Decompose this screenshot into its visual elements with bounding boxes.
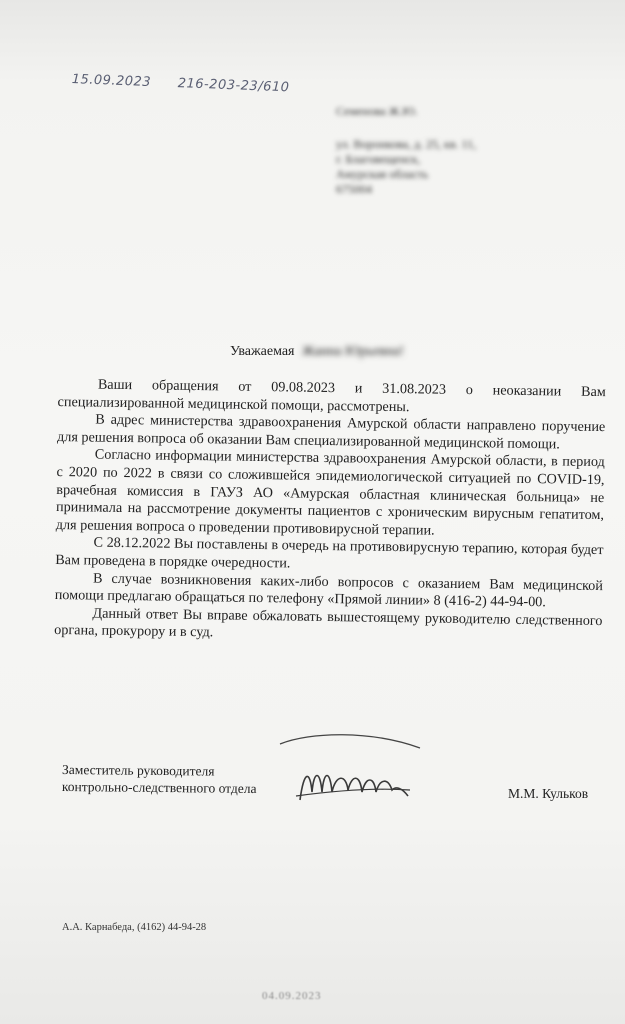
executor-contact: А.А. Карнабеда, (4162) 44-94-28 — [62, 922, 207, 933]
greeting — [230, 344, 404, 360]
paragraph: С 28.12.2022 Вы поставлены в очередь на противовирусную терапию, которая будет Вам проведена в порядке очередности. — [55, 534, 604, 572]
handwritten-signature — [270, 730, 430, 810]
handwritten-reg-number: 216-203-23/610 — [177, 76, 290, 96]
bottom-mark: 04.09.2023 — [262, 990, 322, 1002]
position-line-1: Заместитель руководителя — [62, 761, 215, 779]
greeting-prefix: Уважаемая — [230, 344, 295, 359]
paragraph: Согласно информации министерства здравоохранения Амурской области, в период с 2020 по 2022 в связи со сложившейся эпидемиологической ситуацией по COVID-19, врачебная комиссия в ГАУЗ АО «Амурская областная клиническая больница» не принимала на рассмотрение документы пациентов с хроническим вирусным гепатитом, для решения вопроса о проведении противовирусной терапии. — [55, 446, 605, 539]
position-line-2: контрольно-следственного отдела — [61, 778, 257, 797]
addressee-block — [336, 104, 566, 197]
addressee-city: г. Благовещенск, — [336, 152, 421, 166]
letter-body — [54, 376, 606, 648]
paragraph: В случае возникновения каких-либо вопросов с оказанием Вам медицинской помощи предлагаю обращаться по телефону «Прямой линии» 8 (416-2) 44-94-00. — [54, 570, 604, 611]
greeting-name: Жанна Юрьевна! — [302, 344, 405, 359]
signer-name: М.М. Кульков — [508, 786, 589, 801]
handwritten-registration — [71, 72, 311, 96]
addressee-postcode: 675004 — [336, 182, 372, 196]
addressee-region: Амурская область — [336, 167, 429, 181]
addressee-name: Семенова Ж.Ю. — [336, 104, 418, 118]
handwritten-date: 15.09.2023 — [71, 72, 152, 91]
paragraph: В адрес министерства здравоохранения Амурской области направлено поручение для решения вопроса об оказании Вам специализированной медицинской помощи. — [56, 411, 606, 453]
paragraph: Данный ответ Вы вправе обжаловать вышестоящему руководителю следственного органа, прокурору и в суд. — [54, 605, 603, 641]
addressee-street: ул. Воронкова, д. 25, кв. 11, — [336, 137, 477, 151]
signature-position — [62, 761, 257, 797]
paragraph: Ваши обращения от 09.08.2023 и 31.08.2023 о неоказании Вам специализированной медицинской помощи, рассмотрены. — [57, 376, 606, 415]
